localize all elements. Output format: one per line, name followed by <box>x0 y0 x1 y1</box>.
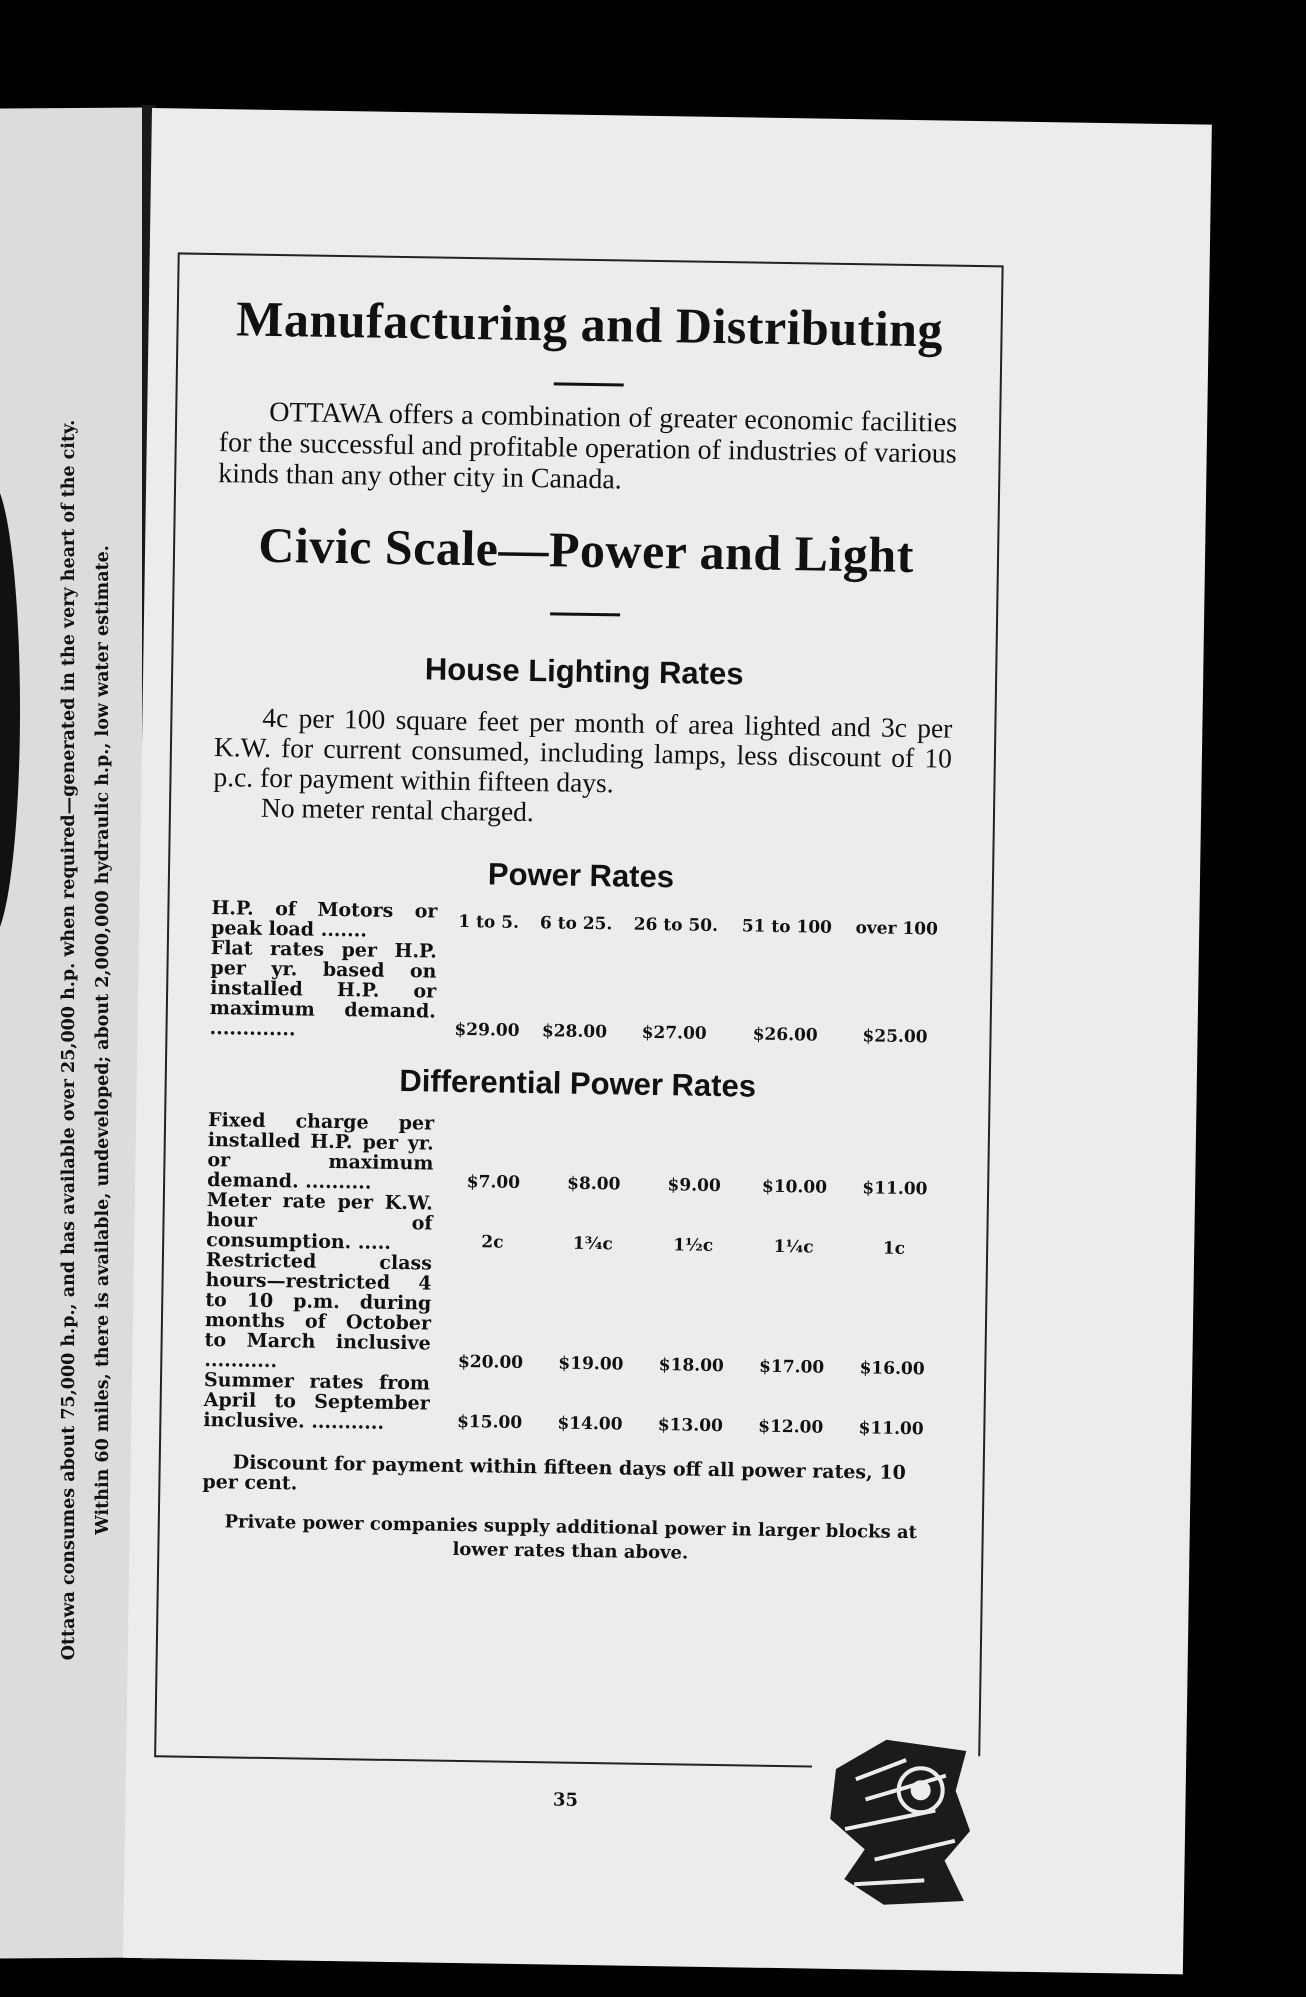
rate-value: $14.00 <box>557 1413 623 1435</box>
rate-value: $10.00 <box>761 1176 828 1198</box>
discount-note: Discount for payment within fifteen days off all power rates, 10 per cent. <box>202 1451 906 1495</box>
row-label: Flat rates per H.P. per yr. based on installed H.P. or maximum demand. ............. <box>209 937 437 1041</box>
house-lighting-text: 4c per 100 square feet per month of area lighted and 3c per K.W. for current consumed, including lamps, less discount of 10 p.c. for payment within fifteen days. <box>213 701 953 799</box>
rate-value: $8.00 <box>566 1173 621 1195</box>
rate-value: $16.00 <box>859 1358 925 1380</box>
rate-value: $26.00 <box>752 1024 818 1046</box>
rate-value: $25.00 <box>862 1026 928 1048</box>
divider <box>550 612 620 616</box>
power-rates-table <box>209 898 949 1050</box>
differential-rates-title: Differential Power Rates <box>399 1063 757 1104</box>
divider <box>554 382 624 386</box>
row-label: Meter rate per K.W. hour of consumption. ..... <box>206 1188 433 1254</box>
rate-value: 1¾c <box>572 1233 613 1255</box>
rate-value: 1c <box>882 1238 906 1259</box>
rate-value: $11.00 <box>862 1178 928 1200</box>
page-number: 35 <box>552 1789 579 1811</box>
margin-note-line2: Within 60 miles, there is available, undeveloped; about 2,000,000 hydraulic h.p., low water estimate. <box>93 545 113 1535</box>
differential-rates-table <box>203 1110 946 1442</box>
rate-value: $15.00 <box>456 1411 523 1433</box>
column-header: over 100 <box>855 918 939 940</box>
rate-value: $19.00 <box>558 1353 624 1375</box>
intro-paragraph: OTTAWA offers a combination of greater economic facilities for the successful and profitable operation of industries of various kinds than any other city in Canada. <box>218 396 958 496</box>
power-rates-title: Power Rates <box>487 856 675 895</box>
column-header: 6 to 25. <box>539 913 613 935</box>
rate-value: $12.00 <box>758 1416 824 1438</box>
row-label: H.P. of Motors or peak load ....... <box>210 897 438 942</box>
rate-value: $18.00 <box>658 1355 724 1377</box>
column-header: 51 to 100 <box>741 916 833 938</box>
rate-value: $17.00 <box>758 1356 825 1378</box>
main-heading: Manufacturing and Distributing <box>235 290 944 358</box>
house-lighting-title: House Lighting Rates <box>424 651 744 692</box>
rate-value: $13.00 <box>657 1415 724 1437</box>
content-frame <box>154 252 1004 1770</box>
rate-value: $7.00 <box>466 1172 521 1193</box>
rate-value: $9.00 <box>667 1175 721 1197</box>
table-row <box>204 1250 944 1382</box>
page <box>123 108 1212 1974</box>
rate-value: $28.00 <box>541 1021 608 1043</box>
rate-value: 1¼c <box>773 1236 814 1258</box>
rate-value: $29.00 <box>454 1019 520 1041</box>
row-label: Fixed charge per installed H.P. per yr. or maximum demand. .......... <box>206 1109 435 1194</box>
table-row <box>207 1110 946 1202</box>
rate-value: $11.00 <box>858 1418 924 1440</box>
column-header: 1 to 5. <box>458 911 520 933</box>
rate-value: $20.00 <box>457 1351 524 1373</box>
rate-value: $27.00 <box>641 1022 707 1044</box>
table-row <box>209 938 948 1050</box>
private-power-note: Private power companies supply additional power in larger blocks at lower rates than above. <box>224 1511 918 1564</box>
meter-note: No meter rental charged. <box>260 791 535 828</box>
rate-value: 1½c <box>673 1235 714 1256</box>
ornament-illustration <box>824 1729 977 1911</box>
margin-note <box>52 210 120 1870</box>
table-row <box>203 1370 942 1442</box>
row-label: Summer rates from April to September inclusive. ........... <box>203 1368 431 1434</box>
margin-note-line1: Ottawa consumes about 75,000 h.p., and has available over 25,000 h.p. when required—generated in the very heart of the city. <box>59 419 79 1661</box>
column-header: 26 to 50. <box>633 914 719 936</box>
rate-value: 2c <box>481 1232 504 1253</box>
civic-heading: Civic Scale—Power and Light <box>257 516 915 584</box>
row-label: Restricted class hours—restricted 4 to 10 p.m. during months of October to March inclusive ........... <box>204 1248 433 1373</box>
